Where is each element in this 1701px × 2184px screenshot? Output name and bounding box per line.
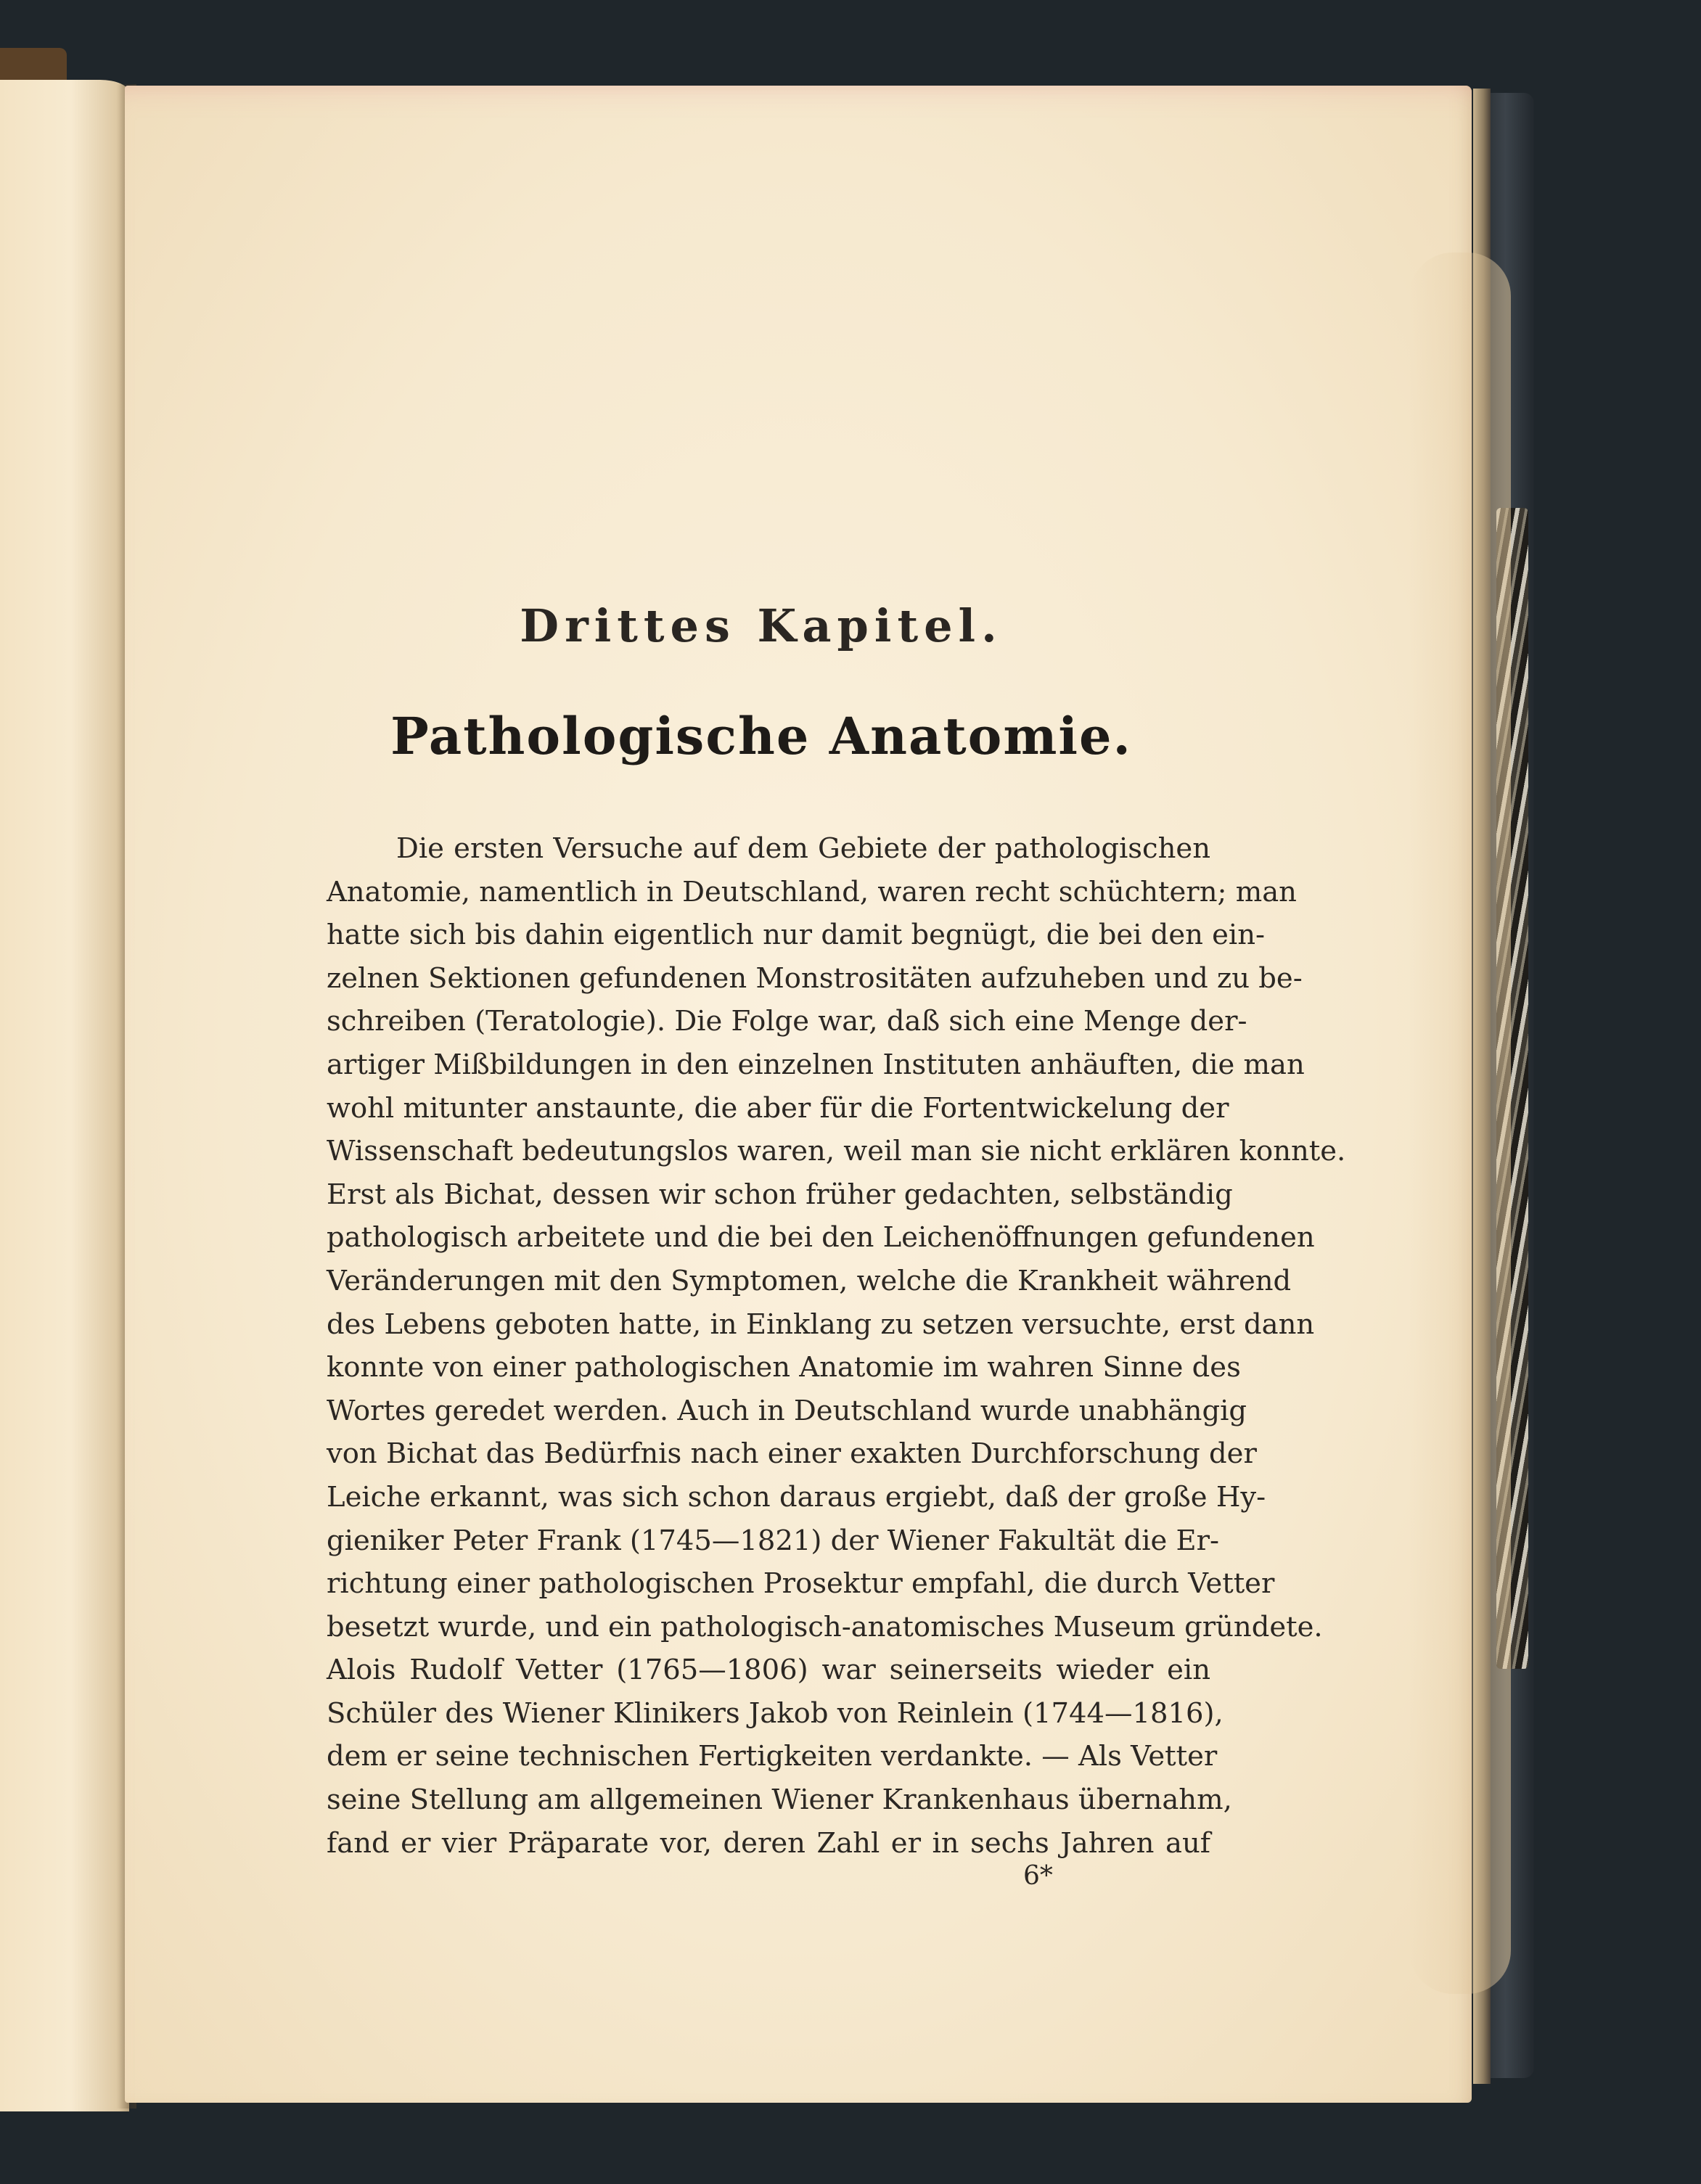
text-line: von Bichat das Bedürfnis nach einer exakten Durchforschung der — [327, 1437, 1257, 1471]
text-line: besetzt wurde, und ein pathologisch-anatomisches Museum gründete. — [327, 1610, 1323, 1643]
text-line: dem er seine technischen Fertigkeiten verdankte. — Als Vetter — [327, 1740, 1218, 1773]
text-line: fand er vier Präparate vor, deren Zahl er in sechs Jahren auf — [327, 1826, 1210, 1860]
text-line: Schüler des Wiener Klinikers Jakob von Reinlein (1744—1816), — [327, 1696, 1224, 1730]
body-paragraph — [327, 827, 1346, 1865]
text-line: Anatomie, namentlich in Deutschland, waren recht schüchtern; man — [327, 875, 1297, 908]
text-line: schreiben (Teratologie). Die Folge war, daß sich eine Menge der- — [327, 1005, 1247, 1038]
text-line: seine Stellung am allgemeinen Wiener Krankenhaus übernahm, — [327, 1783, 1232, 1817]
chapter-heading: Drittes Kapitel. — [520, 599, 1003, 652]
text-line: Wortes geredet werden. Auch in Deutschland wurde unabhängig — [327, 1394, 1247, 1427]
text-line: konnte von einer pathologischen Anatomie im wahren Sinne des — [327, 1351, 1241, 1384]
text-line: Die ersten Versuche auf dem Gebiete der pathologischen — [396, 832, 1210, 865]
left-facing-page — [0, 80, 129, 2111]
text-line: Leiche erkannt, was sich schon daraus ergiebt, daß der große Hy- — [327, 1480, 1266, 1514]
page-signature: 6* — [1023, 1861, 1053, 1891]
text-line: gieniker Peter Frank (1745—1821) der Wiener Fakultät die Er- — [327, 1524, 1220, 1557]
page-stain — [1409, 253, 1511, 1994]
text-line: Erst als Bichat, dessen wir schon früher gedachten, selbständig — [327, 1178, 1233, 1211]
text-line: Alois Rudolf Vetter (1765—1806) war seinerseits wieder ein — [327, 1654, 1210, 1687]
text-line: wohl mitunter anstaunte, die aber für die Fortentwickelung der — [327, 1091, 1229, 1125]
chapter-title: Pathologische Anatomie. — [390, 706, 1132, 766]
text-line: zelnen Sektionen gefundenen Monstrositäten aufzuheben und zu be- — [327, 961, 1303, 995]
text-line: Veränderungen mit den Symptomen, welche die Krankheit während — [327, 1264, 1292, 1297]
text-line: richtung einer pathologischen Prosektur empfahl, die durch Vetter — [327, 1567, 1275, 1601]
text-line: Wissenschaft bedeutungslos waren, weil man sie nicht erklären konnte. — [327, 1135, 1346, 1168]
text-line: artiger Mißbildungen in den einzelnen Instituten anhäuften, die man — [327, 1048, 1305, 1081]
text-line: des Lebens geboten hatte, in Einklang zu setzen versuchte, erst dann — [327, 1307, 1315, 1341]
text-line: hatte sich bis dahin eigentlich nur damit begnügt, die bei den ein- — [327, 919, 1266, 952]
text-line: pathologisch arbeitete und die bei den Leichenöffnungen gefundenen — [327, 1221, 1315, 1255]
